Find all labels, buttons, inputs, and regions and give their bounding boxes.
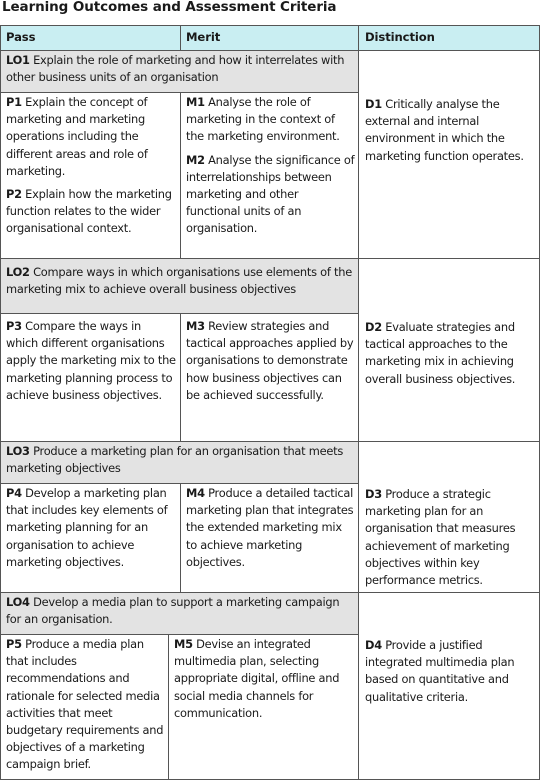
pass-cell-3	[0, 483, 180, 592]
criterion-code: M3	[186, 319, 205, 333]
criterion-code: P3	[6, 319, 22, 333]
lo-row-2	[0, 258, 359, 313]
lo-code: LO1	[6, 53, 30, 67]
pass-cell-2	[0, 313, 180, 441]
criterion-code: P2	[6, 187, 22, 202]
criterion-item	[6, 485, 176, 571]
lo-text: Compare ways in which organisations use elements of the marketing mix to achieve overall business objectives	[6, 265, 352, 297]
criterion-text: Explain the concept of marketing and marketing operations including the different areas and role of marketing.	[6, 95, 148, 178]
criterion-item	[365, 319, 536, 388]
pass-cell-4	[0, 634, 168, 780]
criterion-text: Critically analyse the external and internal environment in which the marketing function operates.	[365, 97, 524, 163]
criterion-code: M4	[186, 486, 205, 500]
criterion-text: Analyse the role of marketing in the context of the marketing environment.	[186, 95, 340, 144]
criterion-text: Produce a strategic marketing plan for an organisation that measures achievement of marketing objectives within key performance metrics.	[365, 487, 516, 588]
page-title: Learning Outcomes and Assessment Criteria	[2, 0, 337, 15]
lo-row-4	[0, 592, 359, 634]
hline-section3	[0, 592, 540, 593]
criterion-item	[6, 186, 176, 238]
divider-merit-lo4	[168, 634, 169, 780]
criterion-text: Provide a justified integrated multimedia plan based on quantitative and qualitative criteria.	[365, 638, 515, 704]
criterion-item	[186, 94, 355, 146]
criterion-code: D1	[365, 97, 382, 111]
merit-cell-1	[180, 92, 359, 258]
hline-section1	[0, 258, 540, 259]
criterion-item	[186, 318, 355, 404]
criterion-item	[6, 318, 176, 404]
criterion-text: Produce a media plan that includes recommendations and rationale for selected media activities that meet budgetary requirements and objectives of a marketing campaign brief.	[6, 637, 164, 772]
distinction-cell-4	[359, 592, 540, 780]
lo-row-1	[0, 50, 359, 92]
criterion-text: Evaluate strategies and tactical approaches to the marketing mix in achieving overall business objectives.	[365, 320, 516, 386]
header-distinction: Distinction	[359, 25, 540, 50]
criterion-text: Analyse the significance of interrelationships between marketing and other functional units of an organisation.	[186, 152, 355, 236]
header-pass: Pass	[0, 25, 180, 50]
divider-merit-upper	[180, 25, 181, 50]
criterion-text: Review strategies and tactical approaches applied by organisations to demonstrate how business objectives can be achieved successfully.	[186, 319, 354, 402]
divider-distinction	[358, 25, 359, 780]
hline-header	[0, 50, 540, 51]
criterion-item	[186, 152, 355, 238]
pass-cell-1	[0, 92, 180, 258]
criterion-text: Devise an integrated multimedia plan, selecting appropriate digital, offline and social media channels for communication.	[174, 637, 340, 720]
criterion-code: M2	[186, 152, 205, 167]
criterion-text: Explain how the marketing function relates to the wider organisational context.	[6, 187, 172, 236]
criterion-item	[6, 94, 176, 180]
criterion-text: Produce a detailed tactical marketing plan that integrates the extended marketing mix to achieve marketing objectives.	[186, 486, 354, 569]
header-merit: Merit	[180, 25, 359, 50]
merit-cell-4	[168, 634, 359, 780]
hline-lo4-bottom	[0, 634, 359, 635]
criterion-item	[365, 96, 536, 165]
divider-merit-lo1	[180, 92, 181, 258]
distinction-cell-1	[359, 50, 540, 258]
border-left	[0, 25, 1, 780]
distinction-cell-2	[359, 258, 540, 441]
criterion-item	[174, 636, 355, 722]
criterion-code: D4	[365, 638, 382, 652]
lo-text: Produce a marketing plan for an organisation that meets marketing objectives	[6, 444, 343, 476]
criterion-code: P4	[6, 486, 22, 500]
lo-text: Develop a media plan to support a marketing campaign for an organisation.	[6, 595, 340, 627]
criterion-code: P5	[6, 637, 22, 651]
criterion-item	[365, 637, 536, 706]
divider-merit-lo3	[180, 483, 181, 592]
hline-section2	[0, 441, 540, 442]
criterion-item	[186, 485, 355, 571]
criterion-code: P1	[6, 95, 22, 109]
merit-cell-2	[180, 313, 359, 441]
lo-code: LO2	[6, 265, 30, 279]
criterion-text: Develop a marketing plan that includes key elements of marketing planning for an organisation to achieve marketing objectives.	[6, 486, 168, 569]
criterion-text: Compare the ways in which different organisations apply the marketing mix to the marketing planning process to achieve business objectives.	[6, 319, 176, 402]
hline-lo3-bottom	[0, 483, 359, 484]
hline-lo1-bottom	[0, 92, 359, 93]
merit-cell-3	[180, 483, 359, 592]
criterion-code: M1	[186, 95, 205, 109]
criterion-item	[6, 636, 164, 774]
lo-code: LO4	[6, 595, 30, 609]
divider-merit-lo2	[180, 313, 181, 441]
lo-text: Explain the role of marketing and how it interrelates with other business units of an organisation	[6, 53, 345, 85]
distinction-cell-3	[359, 441, 540, 592]
criterion-code: D3	[365, 487, 382, 501]
criterion-item	[365, 486, 536, 589]
lo-row-3	[0, 441, 359, 483]
assessment-criteria-table	[0, 25, 540, 780]
lo-code: LO3	[6, 444, 30, 458]
criterion-code: D2	[365, 320, 382, 334]
hline-lo2-bottom	[0, 313, 359, 314]
border-top	[0, 25, 540, 26]
criterion-code: M5	[174, 637, 193, 651]
